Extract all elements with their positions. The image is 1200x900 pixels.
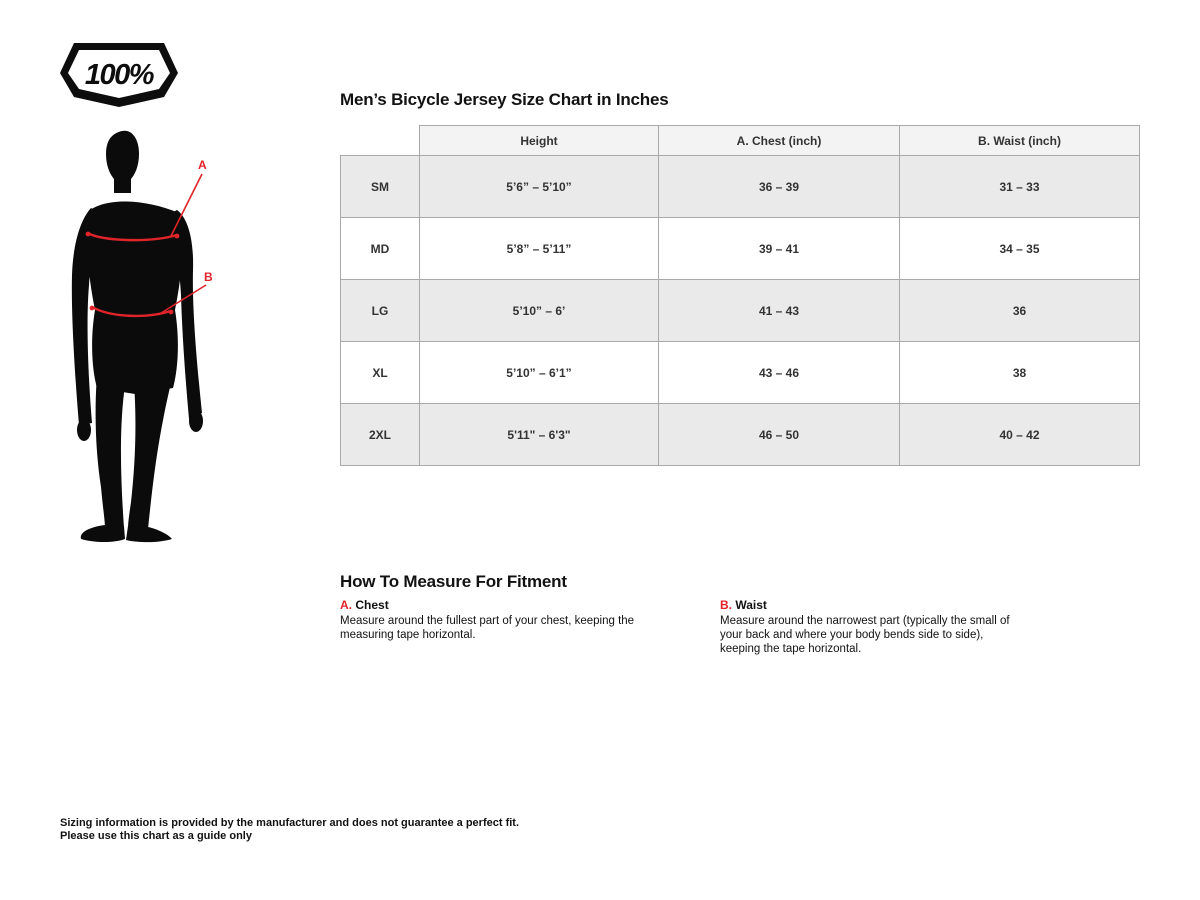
measure-label-waist: Waist [735, 598, 767, 612]
column-header-chest: A. Chest (inch) [659, 126, 900, 156]
measure-item-waist [720, 598, 1025, 656]
size-label: SM [341, 156, 420, 218]
measure-text-chest: Measure around the fullest part of your chest, keeping the measuring tape horizontal. [340, 615, 635, 641]
body-silhouette-icon [55, 125, 225, 550]
column-header-waist: B. Waist (inch) [900, 126, 1140, 156]
table-row-2xl [341, 404, 1140, 466]
table-corner-cell [341, 126, 420, 156]
size-label: XL [341, 342, 420, 404]
measurement-figure [55, 125, 225, 550]
table-row-xl [341, 342, 1140, 404]
table-row-sm [341, 156, 1140, 218]
measure-heading-chest [340, 598, 645, 612]
table-row-lg [341, 280, 1140, 342]
chest-value: 46 – 50 [659, 404, 900, 466]
size-label: MD [341, 218, 420, 280]
size-label: LG [341, 280, 420, 342]
measure-item-chest [340, 598, 645, 642]
chest-value: 43 – 46 [659, 342, 900, 404]
disclaimer-line-2: Please use this chart as a guide only [60, 829, 252, 842]
table-header-row [341, 126, 1140, 156]
column-header-height: Height [420, 126, 659, 156]
howto-section-title: How To Measure For Fitment [340, 572, 567, 591]
size-chart-table [340, 125, 1140, 466]
measure-prefix-b: B. [720, 598, 732, 612]
height-value: 5’10” – 6’1” [420, 342, 659, 404]
waist-value: 38 [900, 342, 1140, 404]
height-value: 5’6” – 5’10” [420, 156, 659, 218]
measure-heading-waist [720, 598, 1025, 612]
disclaimer-line-1: Sizing information is provided by the manufacturer and does not guarantee a perfect fit. [60, 817, 520, 829]
waist-value: 34 – 35 [900, 218, 1140, 280]
figure-label-b: B [204, 270, 213, 284]
height-value: 5'11" – 6'3" [420, 404, 659, 466]
brand-logo-100percent [60, 40, 178, 110]
measure-prefix-a: A. [340, 598, 352, 612]
sizing-disclaimer [60, 817, 519, 842]
chest-value: 41 – 43 [659, 280, 900, 342]
size-label: 2XL [341, 404, 420, 466]
table-row-md [341, 218, 1140, 280]
page-title: Men’s Bicycle Jersey Size Chart in Inches [340, 90, 669, 109]
waist-value: 40 – 42 [900, 404, 1140, 466]
logo-badge-icon [60, 40, 178, 110]
measure-text-waist: Measure around the narrowest part (typically the small of your back and where your body bends side to side), keeping the tape horizontal. [720, 615, 1010, 655]
waist-value: 31 – 33 [900, 156, 1140, 218]
height-value: 5’8” – 5’11” [420, 218, 659, 280]
waist-value: 36 [900, 280, 1140, 342]
height-value: 5’10” – 6’ [420, 280, 659, 342]
chest-value: 39 – 41 [659, 218, 900, 280]
chest-value: 36 – 39 [659, 156, 900, 218]
figure-label-a: A [198, 158, 207, 172]
measure-label-chest: Chest [355, 598, 389, 612]
logo-text: 100% [84, 59, 154, 91]
